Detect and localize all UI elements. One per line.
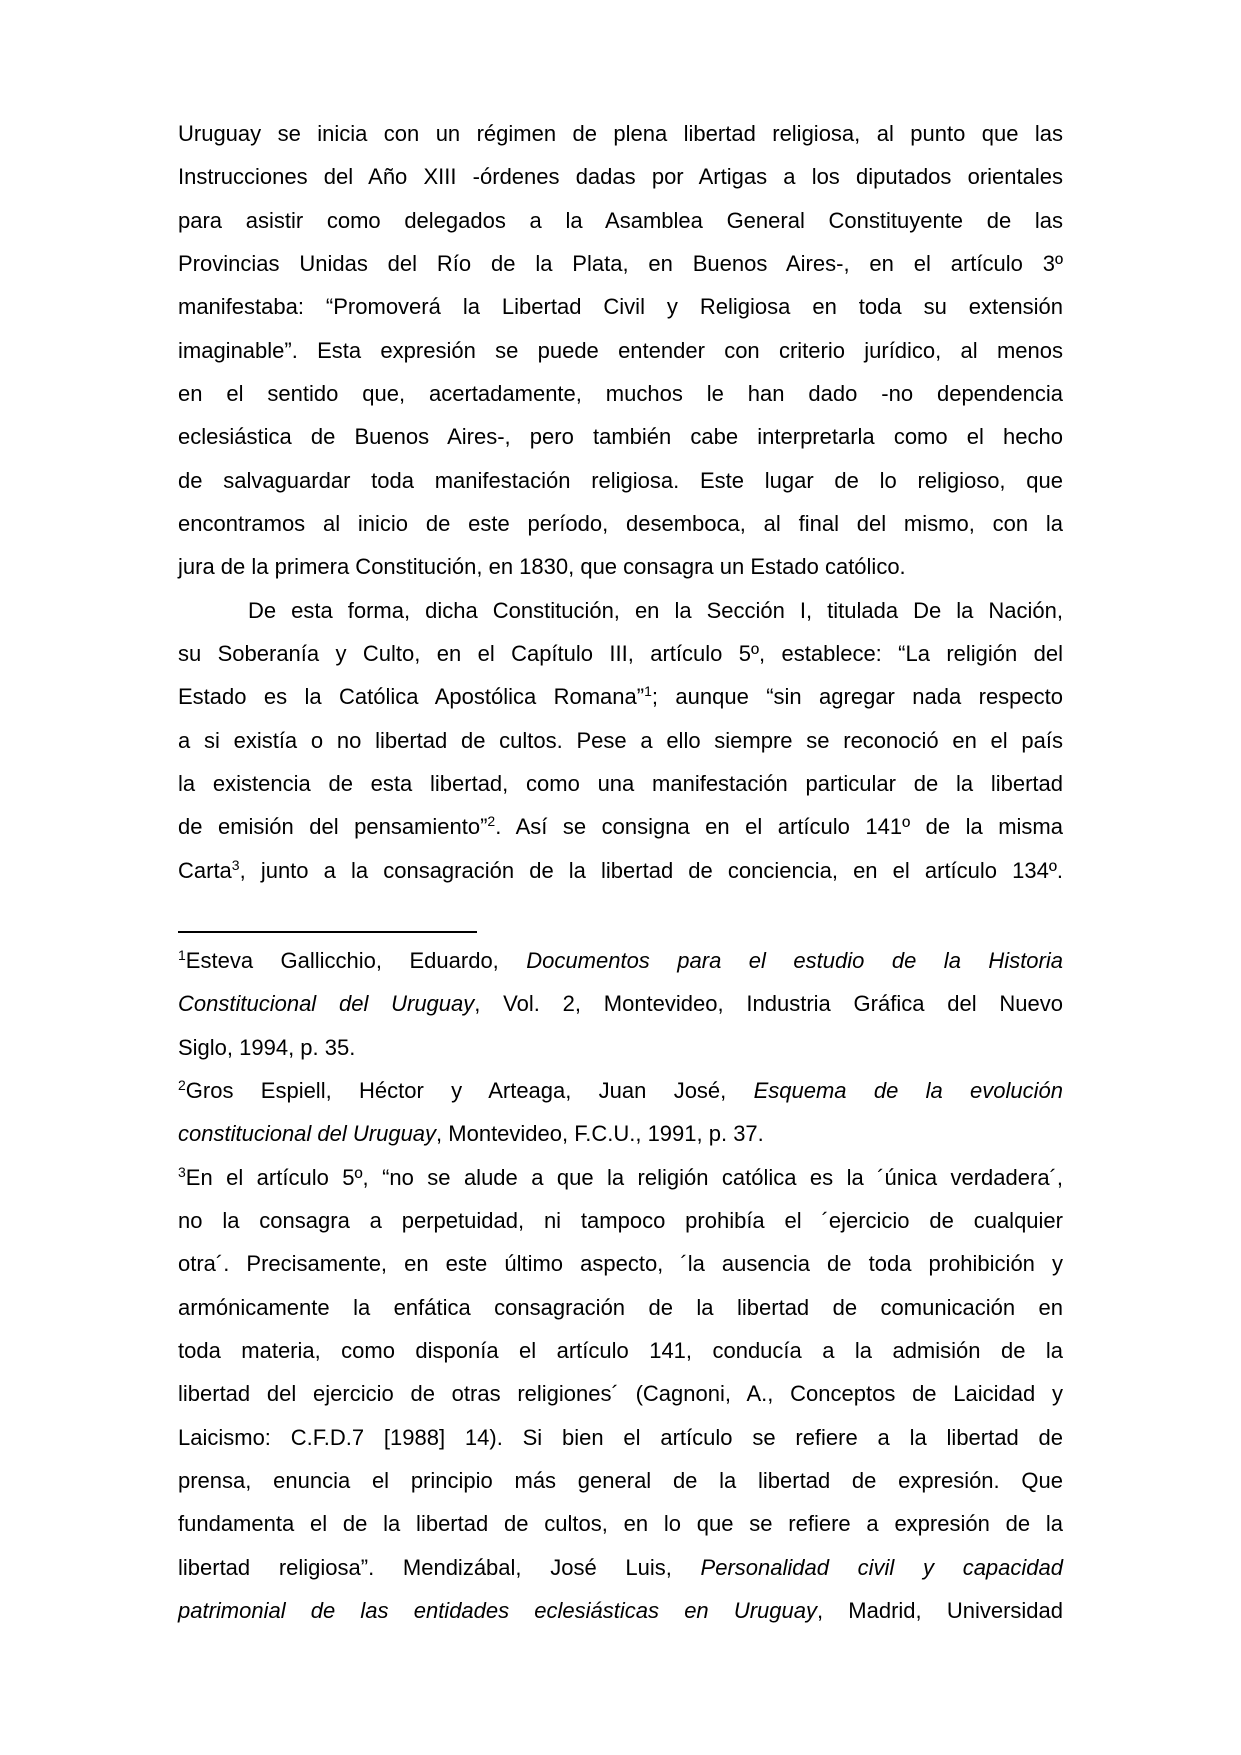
- text-line: [178, 459, 1063, 502]
- superscript-footnote-ref: 1: [178, 947, 186, 963]
- superscript-footnote-ref: 3: [231, 856, 240, 873]
- text-segment: En el artículo 5º, “no se alude a que la religión católica es la ´única verdadera´,: [185, 1164, 1063, 1190]
- text-line: [178, 1329, 1063, 1372]
- text-line: [178, 1026, 1063, 1069]
- footnote: [178, 939, 1063, 1069]
- text-line: [178, 415, 1063, 458]
- text-segment: Provincias Unidas del Río de la Plata, en Buenos Aires-, en el artículo 3º: [178, 250, 1063, 276]
- text-line: [178, 982, 1063, 1025]
- italic-title: Documentos para el estudio de la Historia: [526, 948, 1063, 973]
- text-segment: Siglo, 1994, p. 35.: [178, 1034, 356, 1060]
- superscript-footnote-ref: 3: [178, 1163, 186, 1180]
- text-line: [178, 112, 1063, 155]
- text-segment: armónicamente la enfática consagración de la libertad de comunicación en: [178, 1294, 1063, 1320]
- text-segment: fundamenta el de la libertad de cultos, en lo que se refiere a expresión de la: [178, 1511, 1063, 1537]
- text-segment: Instrucciones del Año XIII -órdenes dadas por Artigas a los diputados orientales: [178, 164, 1063, 190]
- text-line: [178, 199, 1063, 242]
- body-text: [178, 112, 1063, 892]
- text-segment: ; aunque “sin agregar nada respecto: [651, 684, 1063, 710]
- text-line: [178, 589, 1063, 632]
- text-line: [178, 675, 1063, 718]
- text-line: [178, 1242, 1063, 1285]
- text-segment: Laicismo: C.F.D.7 [1988] 14). Si bien el artículo se refiere a la libertad de: [178, 1424, 1063, 1450]
- text-segment: otra´. Precisamente, en este último aspecto, ´la ausencia de toda prohibición y: [178, 1251, 1063, 1277]
- italic-title: Esquema de la evolución: [753, 1077, 1064, 1103]
- text-line: [178, 502, 1063, 545]
- text-line: [178, 762, 1063, 805]
- text-segment: su Soberanía y Culto, en el Capítulo III, artículo 5º, establece: “La religión del: [178, 640, 1063, 666]
- text-line: [178, 1502, 1063, 1545]
- text-segment: de salvaguardar toda manifestación religiosa. Este lugar de lo religioso, que: [178, 467, 1063, 493]
- text-segment: De esta forma, dicha Constitución, en la Sección I, titulada De la Nación,: [248, 597, 1063, 623]
- text-segment: libertad religiosa”. Mendizábal, José Luis,: [178, 1554, 701, 1580]
- text-segment: Esteva Gallicchio, Eduardo,: [185, 948, 527, 973]
- superscript-footnote-ref: 2: [487, 813, 496, 830]
- text-line: [178, 805, 1063, 848]
- text-segment: , junto a la consagración de la libertad de conciencia, en el artículo 134º.: [239, 857, 1063, 883]
- paragraph: [178, 112, 1063, 589]
- text-line: [178, 329, 1063, 372]
- text-line: [178, 719, 1063, 762]
- text-segment: Uruguay se inicia con un régimen de plena libertad religiosa, al punto que las: [178, 121, 1063, 146]
- text-line: [178, 242, 1063, 285]
- text-line: [178, 1069, 1063, 1112]
- text-line: [178, 1546, 1063, 1589]
- text-line: [178, 1372, 1063, 1415]
- text-segment: encontramos al inicio de este período, desemboca, al final del mismo, con la: [178, 510, 1063, 536]
- text-line: [178, 372, 1063, 415]
- text-segment: , Madrid, Universidad: [817, 1597, 1063, 1623]
- text-segment: a si existía o no libertad de cultos. Pese a ello siempre se reconoció en el país: [178, 727, 1063, 753]
- text-line: [178, 632, 1063, 675]
- text-segment: , Montevideo, F.C.U., 1991, p. 37.: [436, 1121, 764, 1147]
- paragraph: [178, 589, 1063, 892]
- text-segment: para asistir como delegados a la Asamblea General Constituyente de las: [178, 207, 1063, 233]
- text-segment: , Vol. 2, Montevideo, Industria Gráfica del Nuevo: [474, 991, 1063, 1017]
- text-segment: toda materia, como disponía el artículo 141, conducía a la admisión de la: [178, 1337, 1063, 1363]
- text-segment: de emisión del pensamiento”: [178, 814, 488, 840]
- text-segment: Carta: [178, 857, 232, 883]
- text-segment: jura de la primera Constitución, en 1830, que consagra un Estado católico.: [178, 554, 906, 580]
- italic-title: constitucional del Uruguay: [178, 1121, 437, 1147]
- text-line: [178, 285, 1063, 328]
- text-segment: . Así se consigna en el artículo 141º de la misma: [495, 814, 1063, 840]
- text-segment: libertad del ejercicio de otras religiones´ (Cagnoni, A., Conceptos de Laicidad y: [178, 1381, 1063, 1407]
- text-line: [178, 1416, 1063, 1459]
- text-line: [178, 1199, 1063, 1242]
- text-segment: Estado es la Católica Apostólica Romana”: [178, 684, 645, 710]
- footnote-separator: [178, 931, 477, 933]
- text-segment: manifestaba: “Promoverá la Libertad Civil y Religiosa en toda su extensión: [178, 294, 1063, 320]
- footnote: [178, 1156, 1063, 1633]
- text-line: [178, 545, 1063, 588]
- text-segment: en el sentido que, acertadamente, muchos le han dado -no dependencia: [178, 380, 1063, 406]
- text-line: [178, 1589, 1063, 1632]
- text-segment: eclesiástica de Buenos Aires-, pero también cabe interpretarla como el hecho: [178, 424, 1063, 450]
- superscript-footnote-ref: 1: [644, 683, 652, 700]
- text-line: [178, 849, 1063, 892]
- text-line: [178, 155, 1063, 198]
- italic-title: patrimonial de las entidades eclesiásticas en Uruguay: [178, 1597, 817, 1623]
- italic-title: Constitucional del Uruguay: [178, 991, 475, 1017]
- text-line: [178, 1459, 1063, 1502]
- italic-title: Personalidad civil y capacidad: [700, 1554, 1063, 1580]
- footnotes-section: [178, 939, 1063, 1632]
- text-line: [178, 1112, 1063, 1155]
- text-segment: Gros Espiell, Héctor y Arteaga, Juan José,: [185, 1077, 754, 1103]
- text-line: [178, 1286, 1063, 1329]
- text-line: [178, 939, 1063, 982]
- text-segment: imaginable”. Esta expresión se puede entender con criterio jurídico, al menos: [178, 337, 1063, 363]
- text-segment: no la consagra a perpetuidad, ni tampoco prohibía el ´ejercicio de cualquier: [178, 1207, 1063, 1233]
- footnote: [178, 1069, 1063, 1156]
- superscript-footnote-ref: 2: [178, 1076, 186, 1093]
- text-segment: la existencia de esta libertad, como una manifestación particular de la libertad: [178, 770, 1063, 796]
- text-segment: prensa, enuncia el principio más general de la libertad de expresión. Que: [178, 1467, 1063, 1493]
- text-line: [178, 1156, 1063, 1199]
